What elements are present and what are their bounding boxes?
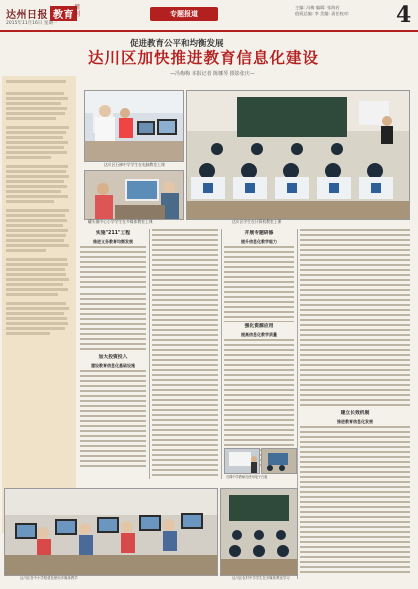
topic-banner: 专题报道 [150,7,218,21]
photo-multimedia-demo [261,448,297,474]
caption-photo4: 石梯中学教师在使用电子白板 [226,475,268,479]
text-column-3 [224,229,294,485]
page-number: 4 [396,2,412,28]
body-text-block [80,246,146,470]
section-subheading-3: 提升信息化教学能力 [241,239,277,244]
newspaper-logo: 达州日报 教育 [6,6,77,21]
caption-photo2: 罐头镇中心小学学生在多媒体教室上课 [88,219,153,224]
masthead-rule [0,30,418,32]
issue-date: 2015年11月16日 星期一 [6,21,58,26]
weekly-label: 周刊 [74,4,81,18]
photo-classroom [186,90,410,220]
section-subheading-1: 推进义务教育均衡发展 [93,239,133,244]
section-heading-3: 开展专题研修 [244,231,274,236]
section-heading-2: 加大投资投入 [98,355,128,360]
editor-credits: 主编: 冯梅 编辑: 张海若 值班总编: 李 美编: 责任校对: [295,5,350,16]
caption-photo3: 达川区学生在计算机教室上课 [232,219,282,224]
section-subheading-4: 提高信息化教学质量 [241,332,277,337]
photo-whiteboard-teacher [224,448,260,474]
section-heading-1: 实施"211"工程 [95,231,131,236]
section-heading-4: 强化资源应用 [244,324,274,329]
column-divider [149,229,150,479]
article-byline: —冯梅梅 本报记者 陈娜琴 摄影张庆— [170,71,255,77]
caption-photo1: 达川区石梯中学学生在电脑教室上课 [104,162,165,167]
text-column-1 [80,229,146,485]
caption-bottom-right: 达川区农村中学学生在多媒体教室学习 [232,576,290,580]
section-heading-5: 建立长效机制 [340,411,370,416]
section-subheading-5: 推进教育信息化发展 [337,419,373,424]
article-title: 达川区加快推进教育信息化建设 [88,49,320,67]
section-badge: 教育 [50,6,77,21]
photo-teacher-students [84,170,184,220]
photo-rural-classroom [220,488,298,576]
column-divider [221,229,222,479]
article-kicker: 促进教育公平和均衡发展 [130,39,224,49]
caption-bottom-left: 达川区各中小学校普及使用多媒体教学 [20,576,78,580]
section-subheading-2: 建设教育信息化基础设施 [91,363,135,368]
text-column-2 [152,229,218,485]
text-column-4 [300,229,410,579]
photo-computer-lab [84,90,184,162]
photo-computer-room-students [4,488,218,576]
left-sidebar-column [2,76,76,533]
